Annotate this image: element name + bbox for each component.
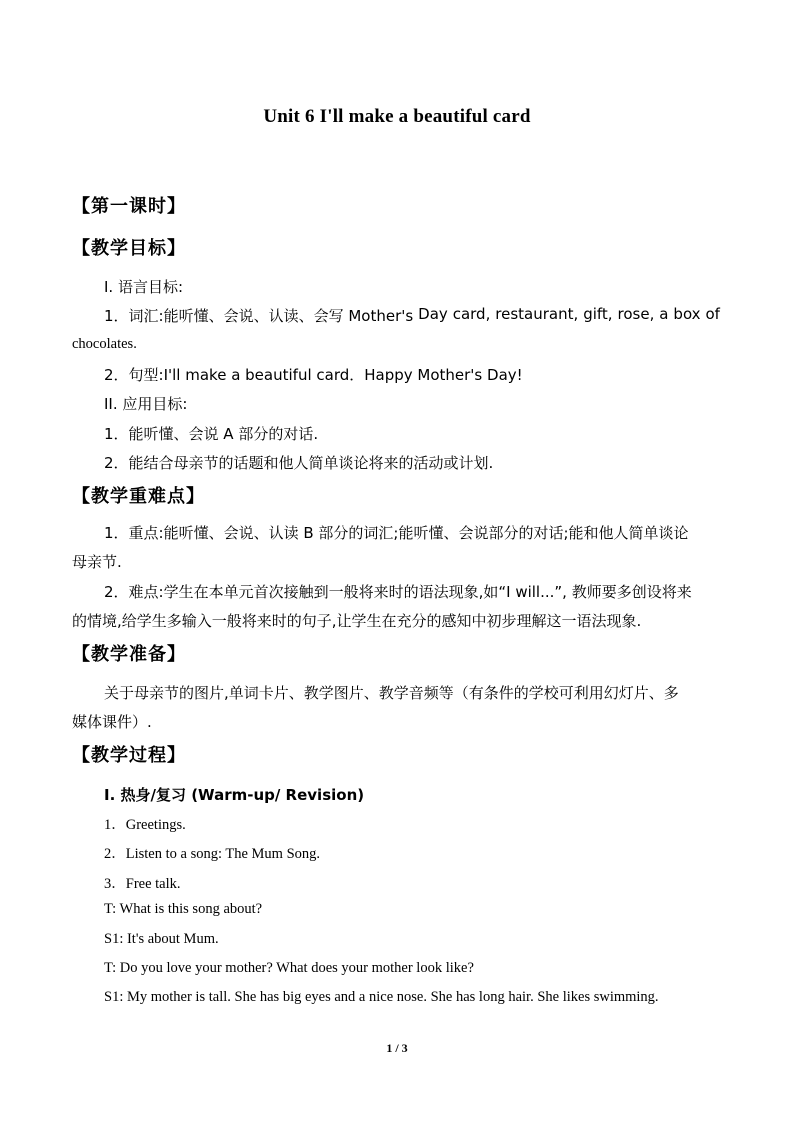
document-title: Unit 6 I'll make a beautiful card — [263, 106, 531, 127]
preparation-line-1: 关于母亲节的图片,单词卡片、教学图片、教学音频等（有条件的学校可利用幻灯片、多 — [104, 684, 679, 702]
section-lesson: 【第一课时】 — [72, 196, 186, 217]
process-line: 3．Free talk. — [104, 876, 181, 892]
preparation-line-2: 媒体课件）. — [72, 713, 152, 731]
application-item-1: 1．能听懂、会说 A 部分的对话. — [104, 425, 319, 443]
section-objectives: 【教学目标】 — [72, 238, 186, 259]
key-point-2-line-2: 的情境,给学生多输入一般将来时的句子,让学生在充分的感知中初步理解这一语法现象. — [72, 612, 642, 630]
key-point-1-line-2: 母亲节. — [72, 553, 122, 571]
section-process: 【教学过程】 — [72, 745, 186, 766]
application-objectives-heading: II. 应用目标: — [104, 395, 188, 413]
page-number: 1 / 3 — [386, 1041, 408, 1055]
warmup-heading: I. 热身/复习 (Warm-up/ Revision) — [104, 786, 365, 804]
vocab-part: restaurant, — [495, 305, 579, 323]
process-line: S1: It's about Mum. — [104, 931, 219, 947]
application-item-2: 2．能结合母亲节的话题和他人简单谈论将来的活动或计划. — [104, 454, 494, 472]
process-line: S1: My mother is tall. She has big eyes and a nice nose. She has long hair. She likes swimming. — [104, 989, 659, 1005]
key-point-1-line-1: 1．重点:能听懂、会说、认读 B 部分的词汇;能听懂、会说部分的对话;能和他人简单谈论 — [104, 524, 689, 542]
process-line: T: Do you love your mother? What does your mother look like? — [104, 960, 474, 976]
vocabulary-line — [104, 305, 720, 326]
process-line: 2．Listen to a song: The Mum Song. — [104, 846, 321, 862]
vocabulary-line-continued: chocolates. — [72, 336, 137, 352]
vocab-part: gift, — [583, 305, 613, 323]
section-preparation: 【教学准备】 — [72, 644, 186, 665]
vocab-part: 1．词汇:能听懂、会说、认读、会写 Mother's — [104, 307, 414, 325]
vocab-part: a — [659, 305, 669, 323]
key-point-2-line-1: 2．难点:学生在本单元首次接触到一般将来时的语法现象,如“I will...”, 教师要多创设将来 — [104, 583, 692, 601]
process-line: T: What is this song about? — [104, 901, 263, 917]
vocab-part: box — [673, 305, 701, 323]
vocab-part: Day — [418, 305, 448, 323]
vocab-part: of — [705, 305, 720, 323]
vocab-part: rose, — [617, 305, 655, 323]
section-key-points: 【教学重难点】 — [72, 486, 205, 507]
sentence-pattern-line: 2．句型:I'll make a beautiful card．Happy Mother's Day! — [104, 366, 523, 384]
language-objectives-heading: I. 语言目标: — [104, 278, 184, 296]
vocab-part: card, — [452, 305, 491, 323]
process-line: 1．Greetings. — [104, 817, 186, 833]
